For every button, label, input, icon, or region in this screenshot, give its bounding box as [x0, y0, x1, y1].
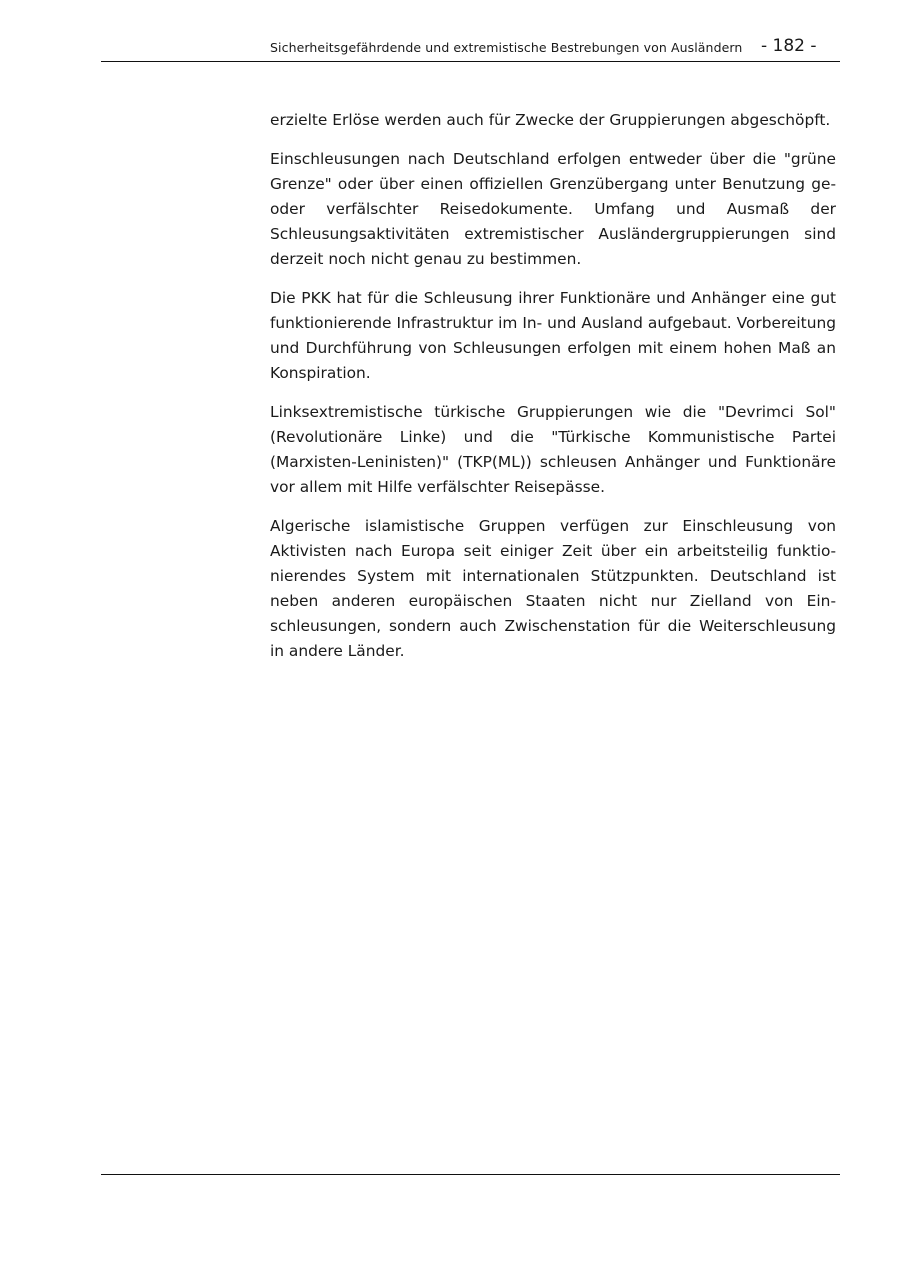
footer-rule [101, 1174, 840, 1175]
paragraph-2: Einschleusungen nach Deutschland erfolgen entweder über die "grüne Grenze" oder über einen offiziellen Grenzübergang unter Benutzung ge- oder verfälschter Reisedokumente. Umfang und Ausmaß der Schleusungsaktivitäten extremistischer Ausländergruppierungen sind derzeit noch nicht genau zu bestimmen. [270, 150, 836, 268]
page-header [270, 36, 830, 58]
header-rule [101, 61, 840, 62]
paragraph-1: erzielte Erlöse werden auch für Zwecke der Gruppierungen abgeschöpft. [270, 111, 831, 129]
page-number: - 182 - [761, 36, 817, 56]
running-title: Sicherheitsgefährdende und extremistische Bestrebungen von Ausländern [270, 40, 743, 55]
paragraph-4: Linksextremistische türkische Gruppierungen wie die "Devrimci Sol" (Revolutionäre Linke) und die "Türkische Kommunistische Partei (Marxisten-Leninisten)" (TKP(ML)) schleusen Anhänger und Funktionäre vor allem mit Hilfe verfälschter Reisepässe. [270, 403, 836, 496]
body-text [270, 108, 836, 678]
paragraph-3: Die PKK hat für die Schleusung ihrer Funktionäre und Anhänger eine gut funktionierende Infrastruktur im In- und Ausland aufgebaut. Vorbereitung und Durchführung von Schleusungen erfolgen mit einem hohen Maß an Konspiration. [270, 289, 836, 382]
paragraph-5: Algerische islamistische Gruppen verfügen zur Einschleusung von Aktivisten nach Europa seit einiger Zeit über ein arbeitsteilig funktionierendes System mit internationalen Stützpunkten. Deutschland ist neben anderen europäischen Staaten nicht nur Zielland von Einschleusungen, sondern auch Zwischenstation für die Weiterschleusung in andere Länder. [270, 517, 836, 660]
